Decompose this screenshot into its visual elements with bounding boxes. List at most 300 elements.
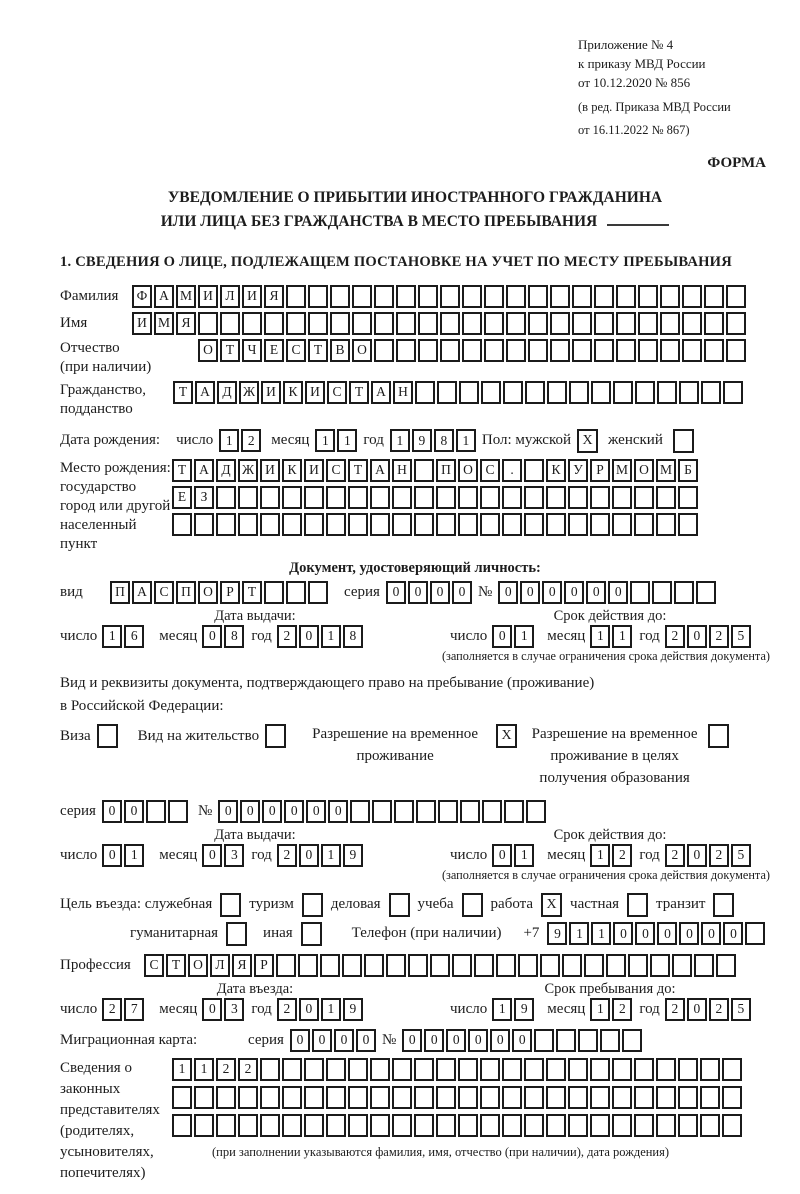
form-cell[interactable]: 2 xyxy=(665,998,685,1021)
form-cell[interactable]: Т xyxy=(166,954,186,977)
form-cell[interactable] xyxy=(458,1086,478,1109)
form-cell[interactable] xyxy=(482,800,502,823)
form-cell[interactable]: 0 xyxy=(334,1029,354,1052)
form-cell[interactable] xyxy=(628,954,648,977)
form-cell[interactable] xyxy=(594,312,614,335)
form-cell[interactable]: С xyxy=(154,581,174,604)
form-cell[interactable]: 0 xyxy=(299,844,319,867)
form-cell[interactable] xyxy=(216,1114,236,1137)
form-cell[interactable] xyxy=(656,1086,676,1109)
form-cell[interactable] xyxy=(635,381,655,404)
form-cell[interactable] xyxy=(370,1086,390,1109)
form-cell[interactable]: Я xyxy=(264,285,284,308)
form-cell[interactable] xyxy=(612,1114,632,1137)
form-cell[interactable] xyxy=(682,312,702,335)
form-cell[interactable]: 2 xyxy=(709,844,729,867)
form-cell[interactable]: 1 xyxy=(590,625,610,648)
form-cell[interactable]: Р xyxy=(220,581,240,604)
form-cell[interactable] xyxy=(330,312,350,335)
form-cell[interactable] xyxy=(528,312,548,335)
form-cell[interactable] xyxy=(723,381,743,404)
form-cell[interactable]: Т xyxy=(308,339,328,362)
form-cell[interactable]: 1 xyxy=(315,429,335,452)
form-cell[interactable] xyxy=(524,513,544,536)
form-cell[interactable] xyxy=(216,513,236,536)
form-cell[interactable]: 2 xyxy=(277,844,297,867)
form-cell[interactable] xyxy=(326,1086,346,1109)
form-cell[interactable] xyxy=(612,486,632,509)
form-cell[interactable] xyxy=(416,800,436,823)
form-cell[interactable] xyxy=(480,513,500,536)
form-cell[interactable] xyxy=(518,954,538,977)
form-cell[interactable]: . xyxy=(502,459,522,482)
form-cell[interactable] xyxy=(496,954,516,977)
form-cell[interactable]: 9 xyxy=(547,922,567,945)
form-cell[interactable] xyxy=(304,1086,324,1109)
form-cell[interactable]: Д xyxy=(217,381,237,404)
form-cell[interactable]: 0 xyxy=(328,800,348,823)
form-cell[interactable] xyxy=(568,1058,588,1081)
form-cell[interactable] xyxy=(606,954,626,977)
form-cell[interactable] xyxy=(506,312,526,335)
purpose-official-checkbox[interactable] xyxy=(220,893,241,917)
form-cell[interactable] xyxy=(414,513,434,536)
purpose-transit-checkbox[interactable] xyxy=(713,893,734,917)
purpose-private-checkbox[interactable] xyxy=(627,893,648,917)
form-cell[interactable]: 1 xyxy=(590,998,610,1021)
form-cell[interactable] xyxy=(462,339,482,362)
form-cell[interactable]: Б xyxy=(678,459,698,482)
form-cell[interactable]: 0 xyxy=(424,1029,444,1052)
form-cell[interactable] xyxy=(700,1086,720,1109)
form-cell[interactable]: 0 xyxy=(102,844,122,867)
form-cell[interactable] xyxy=(550,312,570,335)
form-cell[interactable]: М xyxy=(612,459,632,482)
form-cell[interactable]: 0 xyxy=(542,581,562,604)
form-cell[interactable] xyxy=(458,486,478,509)
form-cell[interactable]: Д xyxy=(216,459,236,482)
form-cell[interactable] xyxy=(546,1086,566,1109)
form-cell[interactable]: 0 xyxy=(356,1029,376,1052)
form-cell[interactable]: О xyxy=(188,954,208,977)
form-cell[interactable]: 2 xyxy=(665,844,685,867)
form-cell[interactable]: 0 xyxy=(492,844,512,867)
form-cell[interactable] xyxy=(374,339,394,362)
form-cell[interactable] xyxy=(238,1114,258,1137)
form-cell[interactable] xyxy=(304,513,324,536)
form-cell[interactable] xyxy=(414,1058,434,1081)
form-cell[interactable]: 8 xyxy=(434,429,454,452)
form-cell[interactable]: 5 xyxy=(731,844,751,867)
form-cell[interactable] xyxy=(370,1114,390,1137)
form-cell[interactable] xyxy=(216,1086,236,1109)
form-cell[interactable] xyxy=(502,1086,522,1109)
form-cell[interactable] xyxy=(452,954,472,977)
form-cell[interactable]: 1 xyxy=(194,1058,214,1081)
form-cell[interactable] xyxy=(458,1058,478,1081)
form-cell[interactable]: Е xyxy=(172,486,192,509)
form-cell[interactable]: К xyxy=(282,459,302,482)
form-cell[interactable]: Т xyxy=(173,381,193,404)
form-cell[interactable]: 0 xyxy=(586,581,606,604)
form-cell[interactable]: 9 xyxy=(412,429,432,452)
form-cell[interactable] xyxy=(216,486,236,509)
form-cell[interactable] xyxy=(550,285,570,308)
form-cell[interactable] xyxy=(238,513,258,536)
form-cell[interactable] xyxy=(326,1058,346,1081)
form-cell[interactable]: П xyxy=(176,581,196,604)
form-cell[interactable] xyxy=(572,312,592,335)
form-cell[interactable]: Т xyxy=(349,381,369,404)
form-cell[interactable]: 0 xyxy=(202,625,222,648)
form-cell[interactable] xyxy=(414,1086,434,1109)
purpose-humanitarian-checkbox[interactable] xyxy=(226,922,247,946)
form-cell[interactable]: М xyxy=(154,312,174,335)
form-cell[interactable] xyxy=(436,1086,456,1109)
form-cell[interactable] xyxy=(282,1058,302,1081)
form-cell[interactable] xyxy=(612,1058,632,1081)
form-cell[interactable] xyxy=(172,1086,192,1109)
form-cell[interactable]: В xyxy=(330,339,350,362)
form-cell[interactable]: 2 xyxy=(709,998,729,1021)
form-cell[interactable] xyxy=(678,1058,698,1081)
form-cell[interactable]: 3 xyxy=(224,844,244,867)
form-cell[interactable] xyxy=(414,486,434,509)
form-cell[interactable]: 1 xyxy=(172,1058,192,1081)
form-cell[interactable]: 0 xyxy=(657,922,677,945)
form-cell[interactable]: О xyxy=(634,459,654,482)
form-cell[interactable]: Ф xyxy=(132,285,152,308)
form-cell[interactable] xyxy=(704,285,724,308)
form-cell[interactable] xyxy=(392,513,412,536)
form-cell[interactable] xyxy=(304,1058,324,1081)
form-cell[interactable] xyxy=(308,312,328,335)
form-cell[interactable]: К xyxy=(546,459,566,482)
form-cell[interactable] xyxy=(503,381,523,404)
form-cell[interactable] xyxy=(678,513,698,536)
form-cell[interactable] xyxy=(320,954,340,977)
form-cell[interactable] xyxy=(638,285,658,308)
form-cell[interactable]: 0 xyxy=(687,998,707,1021)
form-cell[interactable] xyxy=(436,1114,456,1137)
form-cell[interactable]: З xyxy=(194,486,214,509)
form-cell[interactable] xyxy=(438,800,458,823)
form-cell[interactable] xyxy=(591,381,611,404)
form-cell[interactable] xyxy=(722,1114,742,1137)
form-cell[interactable] xyxy=(238,1086,258,1109)
form-cell[interactable] xyxy=(330,285,350,308)
form-cell[interactable] xyxy=(652,581,672,604)
form-cell[interactable] xyxy=(534,1029,554,1052)
form-cell[interactable]: 0 xyxy=(512,1029,532,1052)
form-cell[interactable] xyxy=(194,1086,214,1109)
form-cell[interactable] xyxy=(430,954,450,977)
form-cell[interactable]: 1 xyxy=(219,429,239,452)
form-cell[interactable] xyxy=(308,581,328,604)
form-cell[interactable]: 0 xyxy=(446,1029,466,1052)
form-cell[interactable]: 1 xyxy=(492,998,512,1021)
form-cell[interactable]: Т xyxy=(220,339,240,362)
form-cell[interactable] xyxy=(282,513,302,536)
form-cell[interactable]: 1 xyxy=(321,625,341,648)
form-cell[interactable] xyxy=(370,486,390,509)
form-cell[interactable] xyxy=(276,954,296,977)
form-cell[interactable]: 2 xyxy=(102,998,122,1021)
purpose-study-checkbox[interactable] xyxy=(462,893,483,917)
form-cell[interactable] xyxy=(480,1086,500,1109)
form-cell[interactable] xyxy=(396,339,416,362)
form-cell[interactable] xyxy=(630,581,650,604)
form-cell[interactable] xyxy=(220,312,240,335)
form-cell[interactable] xyxy=(745,922,765,945)
form-cell[interactable]: 0 xyxy=(452,581,472,604)
form-cell[interactable]: 7 xyxy=(124,998,144,1021)
form-cell[interactable] xyxy=(502,1114,522,1137)
form-cell[interactable] xyxy=(304,486,324,509)
form-cell[interactable] xyxy=(342,954,362,977)
form-cell[interactable] xyxy=(264,581,284,604)
form-cell[interactable] xyxy=(386,954,406,977)
form-cell[interactable] xyxy=(678,1086,698,1109)
form-cell[interactable] xyxy=(348,486,368,509)
form-cell[interactable] xyxy=(392,1114,412,1137)
form-cell[interactable] xyxy=(568,513,588,536)
form-cell[interactable]: 0 xyxy=(299,998,319,1021)
form-cell[interactable]: К xyxy=(283,381,303,404)
form-cell[interactable] xyxy=(304,1114,324,1137)
form-cell[interactable]: 1 xyxy=(514,625,534,648)
form-cell[interactable]: С xyxy=(327,381,347,404)
form-cell[interactable] xyxy=(396,285,416,308)
form-cell[interactable] xyxy=(590,1086,610,1109)
form-cell[interactable]: А xyxy=(371,381,391,404)
form-cell[interactable] xyxy=(326,513,346,536)
gender-female-checkbox[interactable] xyxy=(673,429,694,453)
form-cell[interactable] xyxy=(260,1086,280,1109)
form-cell[interactable] xyxy=(286,581,306,604)
form-cell[interactable]: У xyxy=(568,459,588,482)
form-cell[interactable] xyxy=(418,339,438,362)
form-cell[interactable]: 0 xyxy=(218,800,238,823)
form-cell[interactable]: О xyxy=(198,581,218,604)
form-cell[interactable] xyxy=(440,285,460,308)
form-cell[interactable] xyxy=(436,1058,456,1081)
form-cell[interactable]: 0 xyxy=(299,625,319,648)
form-cell[interactable] xyxy=(326,486,346,509)
form-cell[interactable]: И xyxy=(261,381,281,404)
form-cell[interactable] xyxy=(460,800,480,823)
form-cell[interactable]: 2 xyxy=(277,998,297,1021)
form-cell[interactable]: Ж xyxy=(238,459,258,482)
form-cell[interactable]: 2 xyxy=(241,429,261,452)
form-cell[interactable] xyxy=(480,1114,500,1137)
form-cell[interactable] xyxy=(616,312,636,335)
purpose-other-checkbox[interactable] xyxy=(301,922,322,946)
form-cell[interactable]: Н xyxy=(392,459,412,482)
form-cell[interactable]: С xyxy=(326,459,346,482)
form-cell[interactable]: 0 xyxy=(687,625,707,648)
form-cell[interactable]: А xyxy=(195,381,215,404)
form-cell[interactable] xyxy=(634,1058,654,1081)
form-cell[interactable]: П xyxy=(436,459,456,482)
form-cell[interactable] xyxy=(436,486,456,509)
form-cell[interactable] xyxy=(722,1086,742,1109)
form-cell[interactable] xyxy=(660,312,680,335)
form-cell[interactable] xyxy=(616,339,636,362)
form-cell[interactable]: 1 xyxy=(321,998,341,1021)
form-cell[interactable] xyxy=(282,1114,302,1137)
form-cell[interactable] xyxy=(502,486,522,509)
form-cell[interactable] xyxy=(414,459,434,482)
form-cell[interactable]: 0 xyxy=(498,581,518,604)
form-cell[interactable]: 0 xyxy=(687,844,707,867)
form-cell[interactable] xyxy=(578,1029,598,1052)
form-cell[interactable] xyxy=(679,381,699,404)
form-cell[interactable] xyxy=(198,312,218,335)
form-cell[interactable] xyxy=(370,513,390,536)
form-cell[interactable] xyxy=(352,312,372,335)
form-cell[interactable] xyxy=(660,339,680,362)
form-cell[interactable]: 0 xyxy=(679,922,699,945)
form-cell[interactable] xyxy=(172,1114,192,1137)
form-cell[interactable]: А xyxy=(194,459,214,482)
form-cell[interactable] xyxy=(694,954,714,977)
form-cell[interactable]: А xyxy=(132,581,152,604)
form-cell[interactable] xyxy=(484,285,504,308)
form-cell[interactable]: 2 xyxy=(709,625,729,648)
form-cell[interactable]: Р xyxy=(254,954,274,977)
form-cell[interactable]: 2 xyxy=(216,1058,236,1081)
form-cell[interactable] xyxy=(568,1086,588,1109)
form-cell[interactable] xyxy=(540,954,560,977)
form-cell[interactable]: 9 xyxy=(343,844,363,867)
form-cell[interactable]: С xyxy=(480,459,500,482)
form-cell[interactable] xyxy=(674,581,694,604)
form-cell[interactable]: Я xyxy=(232,954,252,977)
form-cell[interactable]: 9 xyxy=(343,998,363,1021)
form-cell[interactable]: 1 xyxy=(591,922,611,945)
form-cell[interactable] xyxy=(308,285,328,308)
form-cell[interactable] xyxy=(524,1114,544,1137)
form-cell[interactable] xyxy=(348,1114,368,1137)
form-cell[interactable] xyxy=(394,800,414,823)
form-cell[interactable] xyxy=(590,1114,610,1137)
form-cell[interactable] xyxy=(286,312,306,335)
form-cell[interactable]: Л xyxy=(220,285,240,308)
form-cell[interactable] xyxy=(716,954,736,977)
form-cell[interactable]: О xyxy=(198,339,218,362)
form-cell[interactable]: 1 xyxy=(390,429,410,452)
form-cell[interactable] xyxy=(372,800,392,823)
form-cell[interactable] xyxy=(462,285,482,308)
form-cell[interactable] xyxy=(524,1086,544,1109)
form-cell[interactable]: Л xyxy=(210,954,230,977)
form-cell[interactable] xyxy=(504,800,524,823)
form-cell[interactable]: 2 xyxy=(238,1058,258,1081)
form-cell[interactable]: 2 xyxy=(277,625,297,648)
form-cell[interactable] xyxy=(704,312,724,335)
form-cell[interactable] xyxy=(440,339,460,362)
form-cell[interactable]: 0 xyxy=(290,1029,310,1052)
form-cell[interactable] xyxy=(440,312,460,335)
form-cell[interactable] xyxy=(506,339,526,362)
form-cell[interactable]: 1 xyxy=(124,844,144,867)
form-cell[interactable]: 0 xyxy=(202,998,222,1021)
form-cell[interactable] xyxy=(502,513,522,536)
form-cell[interactable] xyxy=(524,1058,544,1081)
form-cell[interactable]: 0 xyxy=(492,625,512,648)
form-cell[interactable]: А xyxy=(370,459,390,482)
form-cell[interactable] xyxy=(682,285,702,308)
form-cell[interactable] xyxy=(414,1114,434,1137)
form-cell[interactable]: 0 xyxy=(520,581,540,604)
form-cell[interactable] xyxy=(282,486,302,509)
purpose-business-checkbox[interactable] xyxy=(389,893,410,917)
form-cell[interactable] xyxy=(502,1058,522,1081)
form-cell[interactable] xyxy=(634,1086,654,1109)
form-cell[interactable] xyxy=(264,312,284,335)
form-cell[interactable] xyxy=(612,513,632,536)
form-cell[interactable]: 3 xyxy=(224,998,244,1021)
form-cell[interactable]: 0 xyxy=(635,922,655,945)
form-cell[interactable]: 5 xyxy=(731,998,751,1021)
form-cell[interactable]: 0 xyxy=(262,800,282,823)
form-cell[interactable] xyxy=(298,954,318,977)
gender-male-checkbox[interactable]: X xyxy=(577,429,598,453)
form-cell[interactable] xyxy=(656,1114,676,1137)
form-cell[interactable] xyxy=(260,1114,280,1137)
form-cell[interactable]: И xyxy=(305,381,325,404)
form-cell[interactable]: Т xyxy=(242,581,262,604)
form-cell[interactable]: И xyxy=(242,285,262,308)
form-cell[interactable] xyxy=(590,1058,610,1081)
temp-residence-education-checkbox[interactable] xyxy=(708,724,729,748)
form-cell[interactable] xyxy=(526,800,546,823)
form-cell[interactable] xyxy=(568,486,588,509)
form-cell[interactable] xyxy=(590,513,610,536)
form-cell[interactable]: 8 xyxy=(224,625,244,648)
form-cell[interactable] xyxy=(600,1029,620,1052)
form-cell[interactable] xyxy=(584,954,604,977)
residence-permit-checkbox[interactable] xyxy=(265,724,286,748)
form-cell[interactable]: 1 xyxy=(456,429,476,452)
form-cell[interactable] xyxy=(506,285,526,308)
form-cell[interactable]: 8 xyxy=(343,625,363,648)
form-cell[interactable]: 0 xyxy=(102,800,122,823)
form-cell[interactable] xyxy=(350,800,370,823)
form-cell[interactable] xyxy=(638,339,658,362)
form-cell[interactable] xyxy=(525,381,545,404)
form-cell[interactable]: Е xyxy=(264,339,284,362)
form-cell[interactable] xyxy=(700,1114,720,1137)
form-cell[interactable] xyxy=(459,381,479,404)
form-cell[interactable] xyxy=(568,1114,588,1137)
visa-checkbox[interactable] xyxy=(97,724,118,748)
form-cell[interactable]: А xyxy=(154,285,174,308)
form-cell[interactable]: 0 xyxy=(430,581,450,604)
form-cell[interactable] xyxy=(634,513,654,536)
form-cell[interactable]: С xyxy=(144,954,164,977)
form-cell[interactable] xyxy=(562,954,582,977)
form-cell[interactable] xyxy=(418,285,438,308)
form-cell[interactable] xyxy=(657,381,677,404)
form-cell[interactable] xyxy=(462,312,482,335)
form-cell[interactable]: И xyxy=(304,459,324,482)
form-cell[interactable]: 6 xyxy=(124,625,144,648)
form-cell[interactable] xyxy=(392,486,412,509)
form-cell[interactable]: 1 xyxy=(321,844,341,867)
form-cell[interactable]: Т xyxy=(172,459,192,482)
